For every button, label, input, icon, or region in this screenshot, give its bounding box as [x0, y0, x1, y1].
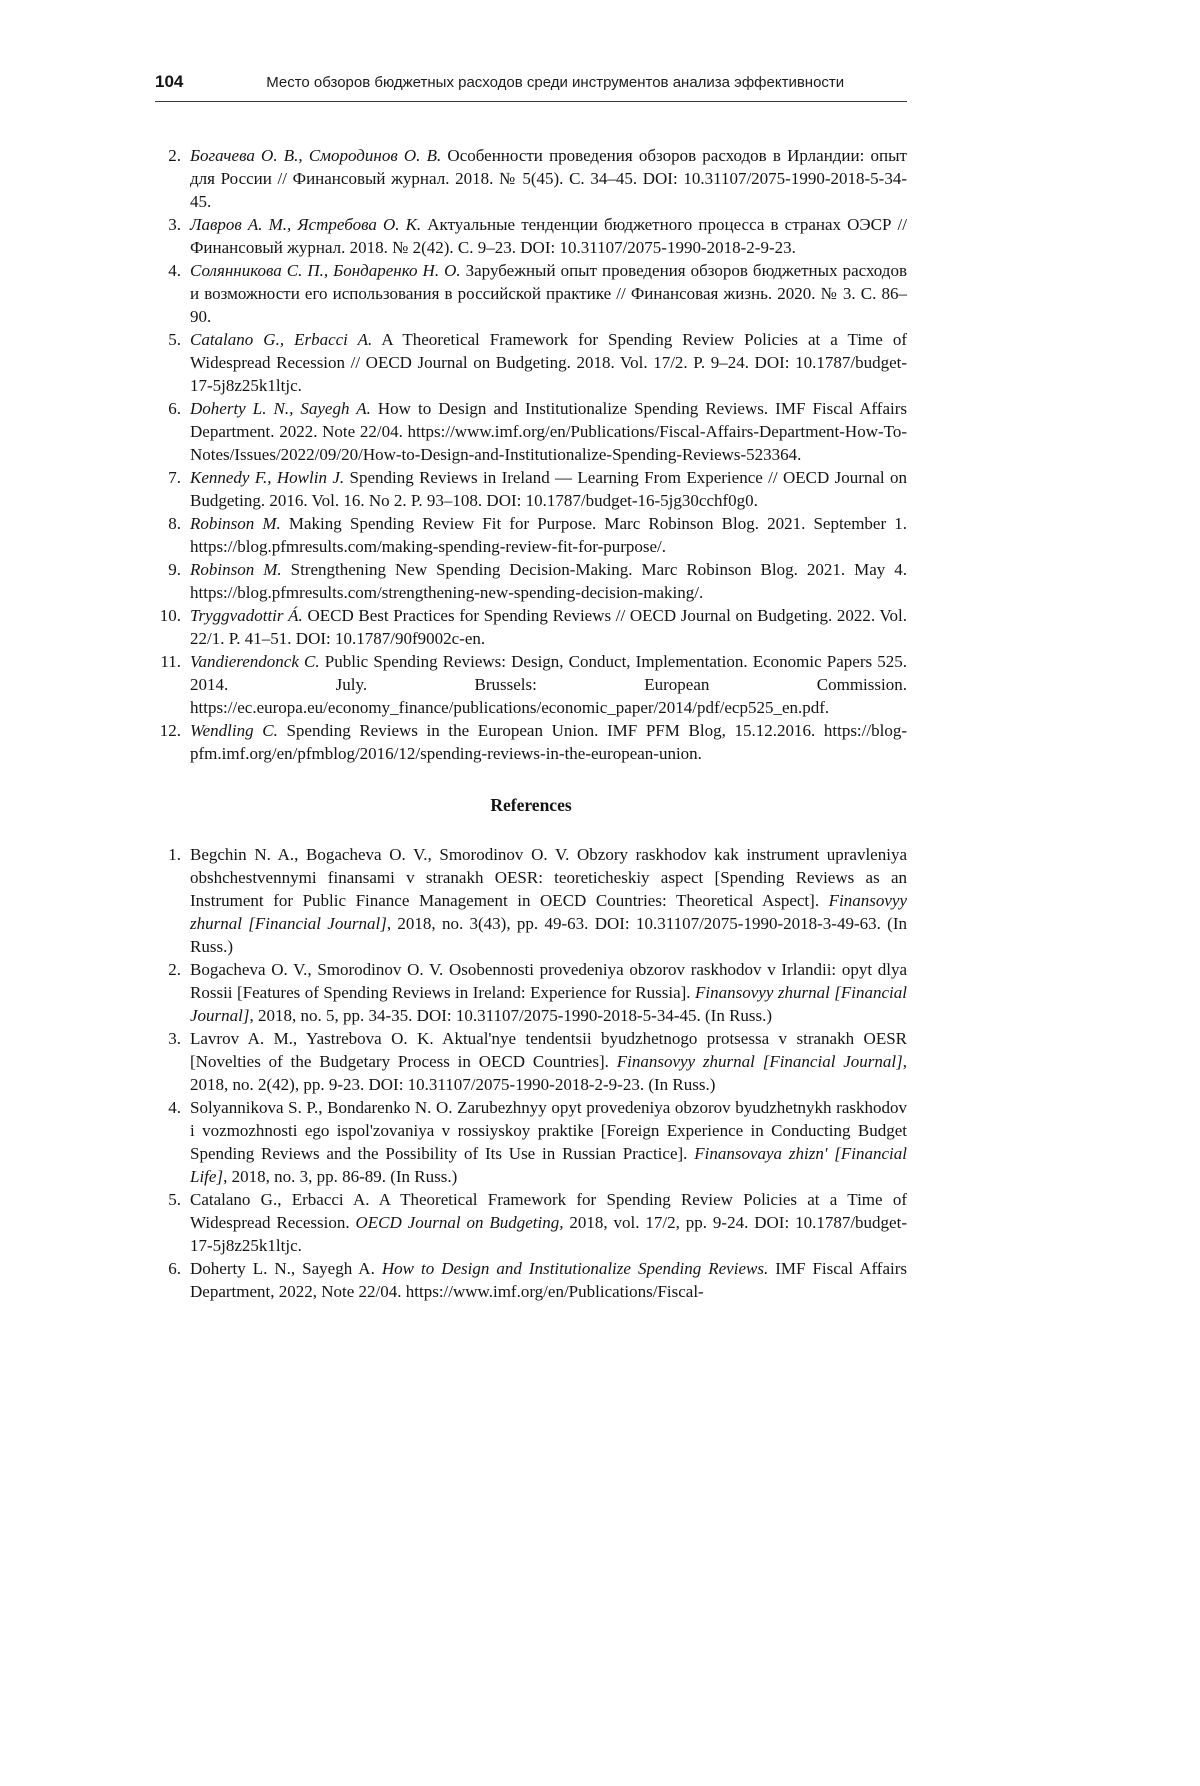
- reference-segment-italic: OECD Journal on Budgeting,: [355, 1213, 564, 1232]
- reference-item: [155, 719, 907, 765]
- reference-segment-italic: Солянникова С. П., Бондаренко Н. О.: [190, 261, 461, 280]
- reference-text: [190, 1096, 907, 1188]
- reference-segment: Актуальные тенденции бюджетного процесса в странах ОЭСР // Финансовый журнал. 2018. № 2(42). С. 9–23. DOI: 10.31107/2075-1990-2018-2-9-23.: [190, 215, 907, 257]
- reference-segment-italic: Robinson M.: [190, 514, 281, 533]
- reference-segment-italic: Vandierendonck C.: [190, 652, 320, 671]
- bibliography-list: [155, 144, 907, 765]
- reference-segment: Begchin N. A., Bogacheva O. V., Smorodinov O. V. Obzory raskhodov kak instrument upravleniya obshchestvennymi finansami v stranakh OESR: teoreticheskiy aspect [Spending Reviews as an Instrument for Public Finance Management in OECD Countries: Theoretical Aspect].: [190, 845, 907, 910]
- reference-segment: How to Design and Institutionalize Spending Reviews. IMF Fiscal Affairs Department. 2022. Note 22/04. https://www.imf.org/en/Publications/Fiscal-Affairs-Department-How-To-Notes/Issues/2022/09/20/How-to-Design-and-Institutionalize-Spending-Reviews-523364.: [190, 399, 907, 464]
- reference-item: [155, 1096, 907, 1188]
- reference-number: 4.: [168, 261, 181, 280]
- reference-item: [155, 558, 907, 604]
- reference-segment-italic: Kennedy F., Howlin J.: [190, 468, 345, 487]
- reference-segment: Public Spending Reviews: Design, Conduct, Implementation. Economic Papers 525. 2014. July. Brussels: European Commission. https://ec.europa.eu/economy_finance/publications/economic_paper/2014/pdf/ecp525_en.pdf.: [190, 652, 907, 717]
- reference-segment-italic: Doherty L. N., Sayegh A.: [190, 399, 371, 418]
- reference-text: [190, 259, 907, 328]
- reference-text: [190, 604, 907, 650]
- reference-segment: Зарубежный опыт проведения обзоров бюджетных расходов и возможности его использования в российской практике // Финансовая жизнь. 2020. № 3. С. 86–90.: [190, 261, 907, 326]
- reference-number: 9.: [168, 560, 181, 579]
- reference-number: 6.: [168, 399, 181, 418]
- reference-number: 4.: [168, 1098, 181, 1117]
- reference-number: 12.: [159, 721, 181, 740]
- reference-item: [155, 1027, 907, 1096]
- reference-text: [190, 650, 907, 719]
- reference-segment-italic: Лавров А. М., Ястребова О. К.: [190, 215, 422, 234]
- reference-segment: Особенности проведения обзоров расходов в Ирландии: опыт для России // Финансовый журнал. 2018. № 5(45). С. 34–45. DOI: 10.31107/2075-1990-2018-5-34-45.: [190, 146, 907, 211]
- reference-item: [155, 144, 907, 213]
- reference-number: 2.: [168, 960, 181, 979]
- references-heading: References: [490, 795, 572, 815]
- reference-segment-italic: Tryggvadottir Á.: [190, 606, 303, 625]
- reference-item: [155, 259, 907, 328]
- reference-segment: 2018, vol. 17/2, pp. 9-24. DOI: 10.1787/budget-17-5j8z25k1ltjc.: [190, 1213, 907, 1255]
- reference-item: [155, 604, 907, 650]
- reference-segment: Catalano G., Erbacci A. A Theoretical Framework for Spending Review Policies at a Time of Widespread Recession.: [190, 1190, 907, 1232]
- reference-number: 7.: [168, 468, 181, 487]
- reference-text: [190, 558, 907, 604]
- reference-number: 8.: [168, 514, 181, 533]
- reference-text: [190, 1027, 907, 1096]
- reference-segment: IMF Fiscal Affairs Department, 2022, Note 22/04. https://www.imf.org/en/Publications/Fiscal-: [190, 1259, 907, 1301]
- reference-segment: , 2018, no. 2(42), pp. 9-23. DOI: 10.31107/2075-1990-2018-2-9-23. (In Russ.): [190, 1052, 908, 1094]
- reference-segment-italic: Robinson M.: [190, 560, 282, 579]
- reference-item: [155, 1188, 907, 1257]
- page-number: 104: [155, 72, 184, 91]
- reference-segment-italic: How to Design and Institutionalize Spending Reviews.: [381, 1259, 769, 1278]
- reference-number: 3.: [168, 1029, 181, 1048]
- reference-segment: Solyannikova S. P., Bondarenko N. O. Zarubezhnyy opyt provedeniya obzorov byudzhetnykh raskhodov i vozmozhnosti ego ispol'zovaniya v rossiyskoy praktike [Foreign Experience in Conducting Budget Spending Reviews and the Possibility of Its Use in Russian Practice].: [190, 1098, 907, 1163]
- reference-number: 1.: [168, 845, 181, 864]
- reference-segment-italic: Finansovyy zhurnal [Financial Journal]: [616, 1052, 903, 1071]
- reference-item: [155, 213, 907, 259]
- reference-text: [190, 1257, 907, 1303]
- reference-text: [190, 719, 907, 765]
- reference-segment: , 2018, no. 3, pp. 86-89. (In Russ.): [223, 1167, 458, 1186]
- reference-item: [155, 328, 907, 397]
- header-divider: [155, 101, 907, 102]
- reference-text: [190, 213, 907, 259]
- reference-text: [190, 144, 907, 213]
- reference-segment-italic: Богачева О. В., Смородинов О. В.: [190, 146, 442, 165]
- reference-segment-italic: Finansovyy zhurnal [Financial Journal]: [190, 891, 907, 933]
- reference-segment: Spending Reviews in the European Union. IMF PFM Blog, 15.12.2016. https://blog-pfm.imf.org/en/pfmblog/2016/12/spending-reviews-in-the-european-union.: [190, 721, 907, 763]
- reference-segment-italic: Catalano G., Erbacci A.: [190, 330, 373, 349]
- reference-number: 5.: [168, 1190, 181, 1209]
- reference-text: [190, 397, 907, 466]
- reference-segment: Bogacheva O. V., Smorodinov O. V. Osobennosti provedeniya obzorov raskhodov v Irlandii: opyt dlya Rossii [Features of Spending Reviews in Ireland: Experience for Russia].: [190, 960, 907, 1002]
- reference-number: 10.: [159, 606, 181, 625]
- reference-item: [155, 397, 907, 466]
- reference-item: [155, 650, 907, 719]
- reference-item: [155, 466, 907, 512]
- reference-segment: Lavrov A. M., Yastrebova O. K. Aktual'nye tendentsii byudzhetnogo protsessa v stranakh OESR [Novelties of the Budgetary Process in OECD Countries].: [190, 1029, 907, 1071]
- reference-text: [190, 843, 907, 958]
- reference-segment: Strengthening New Spending Decision-Making. Marc Robinson Blog. 2021. May 4. https://blog.pfmresults.com/strengthening-new-spending-decision-making/.: [190, 560, 907, 602]
- reference-number: 6.: [168, 1259, 181, 1278]
- page-header: [155, 0, 907, 101]
- reference-item: [155, 512, 907, 558]
- reference-text: [190, 328, 907, 397]
- reference-segment: , 2018, no. 3(43), pp. 49-63. DOI: 10.31107/2075-1990-2018-3-49-63. (In Russ.): [190, 914, 907, 956]
- reference-segment: Doherty L. N., Sayegh A.: [190, 1259, 382, 1278]
- reference-segment: Spending Reviews in Ireland — Learning From Experience // OECD Journal on Budgeting. 2016. Vol. 16. No 2. P. 93–108. DOI: 10.1787/budget-16-5jg30cchf0g0.: [190, 468, 908, 510]
- reference-text: [190, 466, 907, 512]
- reference-segment-italic: Wendling C.: [190, 721, 278, 740]
- reference-segment-italic: Finansovyy zhurnal [Financial Journal]: [190, 983, 908, 1025]
- reference-segment-italic: Finansovaya zhizn' [Financial Life]: [190, 1144, 907, 1186]
- reference-segment: A Theoretical Framework for Spending Review Policies at a Time of Widespread Recession // OECD Journal on Budgeting. 2018. Vol. 17/2. P. 9–24. DOI: 10.1787/budget-17-5j8z25k1ltjc.: [190, 330, 907, 395]
- reference-item: [155, 1257, 907, 1303]
- running-title: Место обзоров бюджетных расходов среди инструментов анализа эффективности: [266, 74, 845, 91]
- reference-item: [155, 843, 907, 958]
- reference-number: 5.: [168, 330, 181, 349]
- reference-text: [190, 958, 907, 1027]
- page-content: [155, 0, 907, 1303]
- reference-text: [190, 512, 907, 558]
- reference-segment: OECD Best Practices for Spending Reviews // OECD Journal on Budgeting. 2022. Vol. 22/1. P. 41–51. DOI: 10.1787/90f9002c-en.: [190, 606, 907, 648]
- reference-number: 11.: [160, 652, 181, 671]
- reference-number: 2.: [168, 146, 181, 165]
- references-list: [155, 843, 907, 1303]
- reference-segment: Making Spending Review Fit for Purpose. Marc Robinson Blog. 2021. September 1. https://blog.pfmresults.com/making-spending-review-fit-for-purpose/.: [190, 514, 908, 556]
- reference-segment: , 2018, no. 5, pp. 34-35. DOI: 10.31107/2075-1990-2018-5-34-45. (In Russ.): [249, 1006, 773, 1025]
- reference-number: 3.: [168, 215, 181, 234]
- reference-item: [155, 958, 907, 1027]
- reference-text: [190, 1188, 907, 1257]
